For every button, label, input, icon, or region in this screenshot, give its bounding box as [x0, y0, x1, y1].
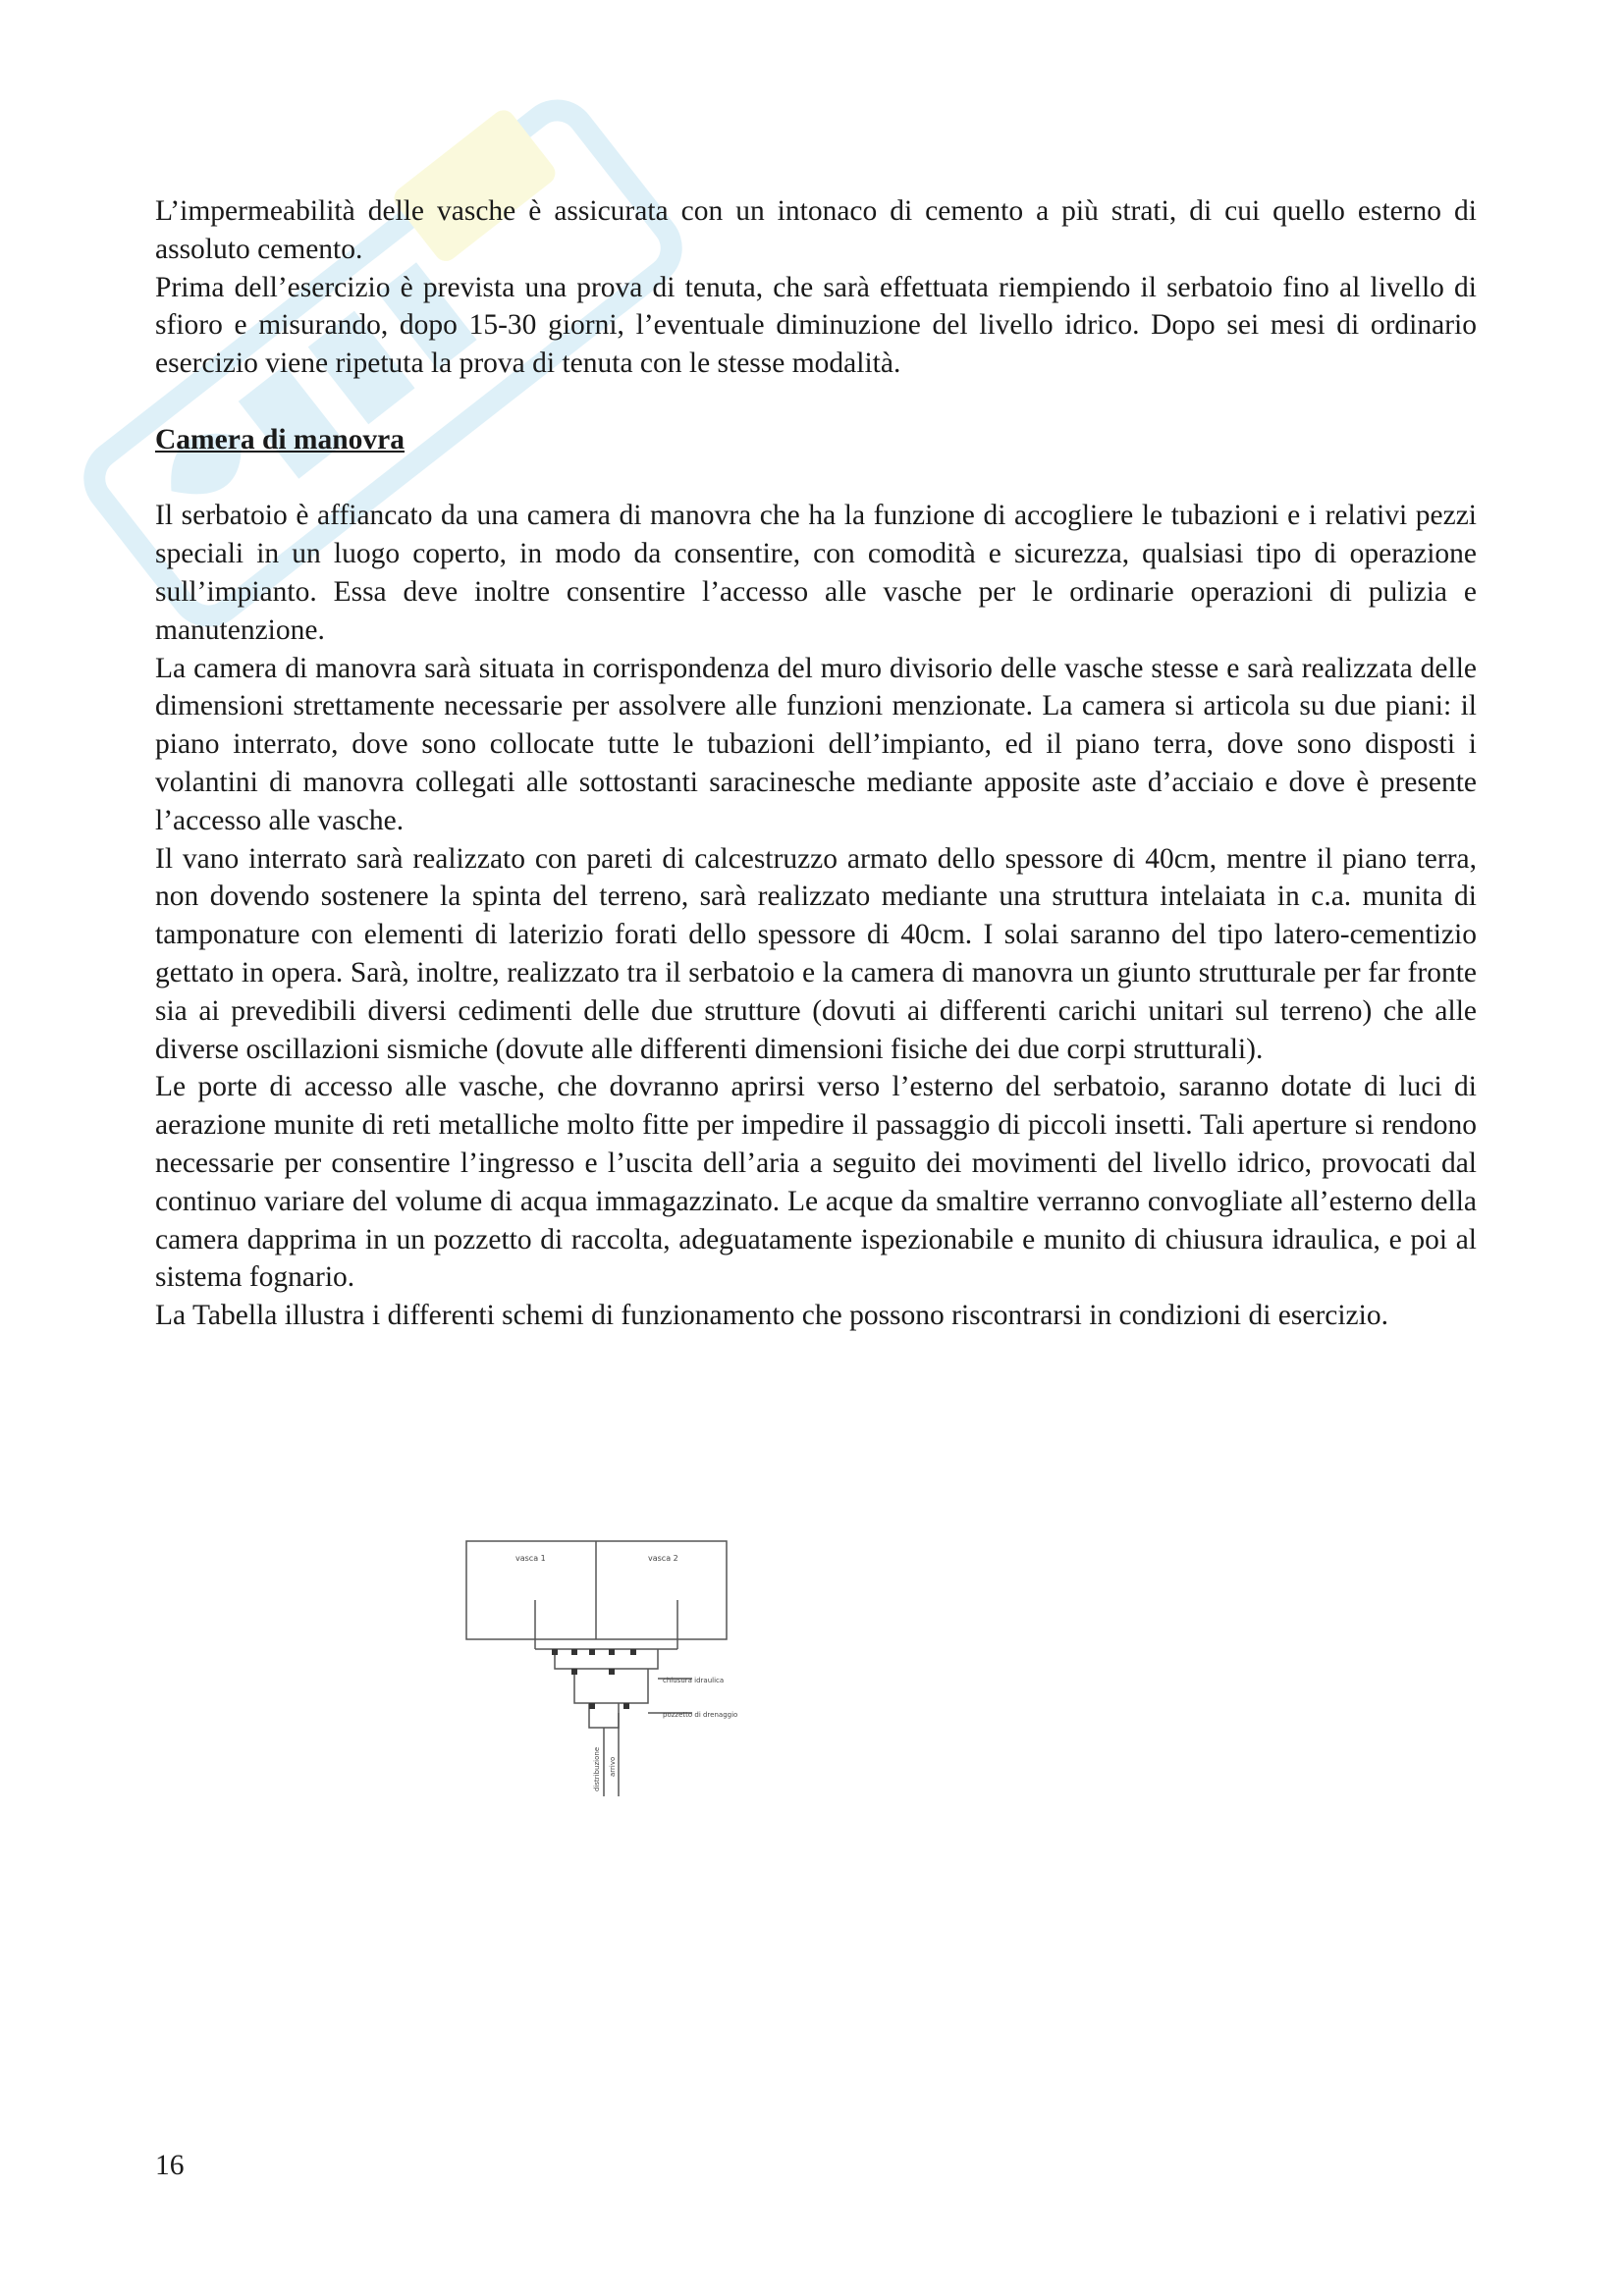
document-body [155, 192, 1477, 1335]
paragraph-section-5: La Tabella illustra i differenti schemi di funzionamento che possono riscontrarsi in condizioni di esercizio. [155, 1300, 1388, 1332]
camera-manovra-diagram [461, 1531, 756, 1806]
paragraph-section-1: Il serbatoio è affiancato da una camera di manovra che ha la funzione di accogliere le tubazioni e i relativi pezzi speciali in un luogo coperto, in modo da consentire, con comodità e sicurezza, qualsiasi tipo di operazione sull’impianto. Essa deve inoltre consentire l’accesso alle vasche per le ordinarie operazioni di pulizia e manutenzione. [155, 500, 1477, 646]
label-chiusura: chiusura idraulica [663, 1677, 725, 1684]
label-distribuzione: distribuzione [593, 1746, 601, 1791]
page-number: 16 [155, 2150, 185, 2181]
label-arrivo: arrivo [609, 1756, 617, 1777]
paragraph-prova-tenuta: Prima dell’esercizio è prevista una prova di tenuta, che sarà effettuata riempiendo il serbatoio fino al livello di sfioro e misurando, dopo 15-30 giorni, l’eventuale diminuzione del livello idrico. Dopo sei mesi di ordinario esercizio viene ripetuta la prova di tenuta con le stesse modalità. [155, 271, 1477, 380]
paragraph-impermeabilita: L’impermeabilità delle vasche è assicurata con un intonaco di cemento a più strati, di cui quello esterno di assoluto cemento. [155, 195, 1477, 265]
paragraph-section-2: La camera di manovra sarà situata in corrispondenza del muro divisorio delle vasche stesse e sarà realizzata delle dimensioni strettamente necessarie per assolvere alle funzioni menzionate. La camera si articola su due piani: il piano interrato, dove sono collocate tutte le tubazioni dell’impianto, ed il piano terra, dove sono disposti i volantini di manovra collegati alle sottostanti saracinesche mediante apposite aste d’acciaio e dove è presente l’accesso alle vasche. [155, 652, 1477, 836]
label-vasca2: vasca 2 [648, 1554, 678, 1563]
paragraph-section-3: Il vano interrato sarà realizzato con pareti di calcestruzzo armato dello spessore di 40cm, mentre il piano terra, non dovendo sostenere la spinta del terreno, sarà realizzato mediante una struttura intelaiata in c.a. munita di tamponature con elementi di laterizio forati dello spessore di 40cm. I solai saranno del tipo latero-cementizio gettato in opera. Sarà, inoltre, realizzato tra il serbatoio e la camera di manovra un giunto strutturale per far fronte sia ai prevedibili diversi cedimenti delle due strutture (dovuti ai differenti carichi unitari sul terreno) che alle diverse oscillazioni sismiche (dovute alle differenti dimensioni fisiche dei due corpi strutturali). [155, 842, 1477, 1065]
section-heading: Camera di manovra [155, 423, 405, 455]
label-pozzetto: pozzetto di drenaggio [663, 1711, 738, 1719]
label-vasca1: vasca 1 [515, 1554, 546, 1563]
paragraph-section-4: Le porte di accesso alle vasche, che dovranno aprirsi verso l’esterno del serbatoio, saranno dotate di luci di aerazione munite di reti metalliche molto fitte per impedire il passaggio di piccoli insetti. Tali aperture si rendono necessarie per consentire l’ingresso e l’uscita dell’aria a seguito dei movimenti del livello idrico, provocati dal continuo variare del volume di acqua immagazzinato. Le acque da smaltire verranno convogliate all’esterno della camera dapprima in un pozzetto di raccolta, adeguatamente ispezionabile e munito di chiusura idraulica, e poi al sistema fognario. [155, 1071, 1477, 1294]
